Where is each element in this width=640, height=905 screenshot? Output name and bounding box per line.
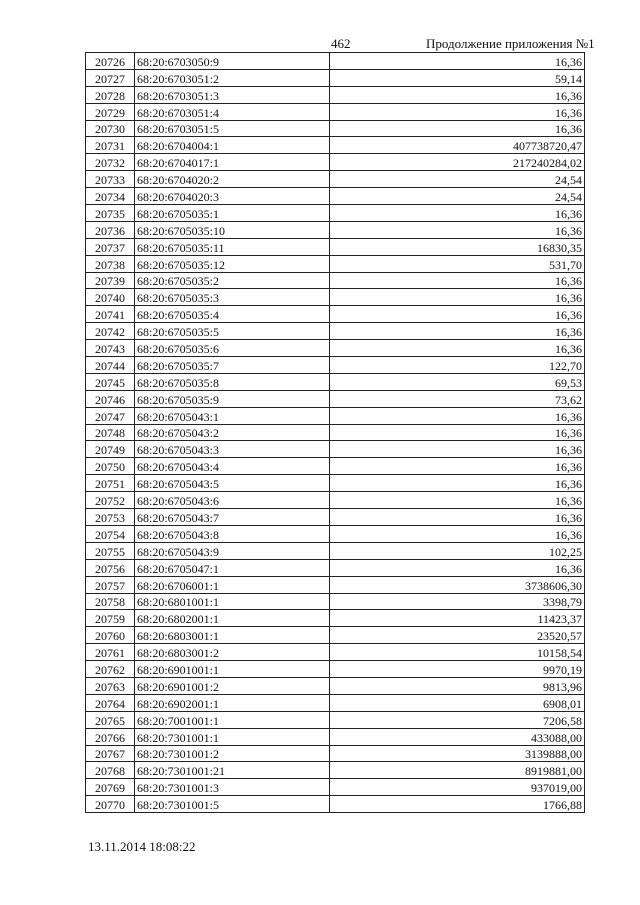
row-number-cell: 20742 (86, 323, 135, 340)
value-cell: 3398,79 (330, 593, 585, 610)
cadastral-number-cell: 68:20:6901001:1 (135, 661, 330, 678)
cadastral-number-cell: 68:20:6705043:2 (135, 424, 330, 441)
cadastral-number-cell: 68:20:6703051:3 (135, 86, 330, 103)
table-row (86, 373, 585, 390)
table-row (86, 357, 585, 374)
table-row (86, 255, 585, 272)
value-cell: 433088,00 (330, 728, 585, 745)
value-cell: 6908,01 (330, 694, 585, 711)
value-cell: 16,36 (330, 525, 585, 542)
table-row (86, 711, 585, 728)
value-cell: 16,36 (330, 407, 585, 424)
value-cell: 937019,00 (330, 779, 585, 796)
cadastral-number-cell: 68:20:6801001:1 (135, 593, 330, 610)
row-number-cell: 20736 (86, 221, 135, 238)
table-row (86, 390, 585, 407)
cadastral-number-cell: 68:20:6803001:1 (135, 627, 330, 644)
row-number-cell: 20764 (86, 694, 135, 711)
value-cell: 16,36 (330, 306, 585, 323)
row-number-cell: 20755 (86, 542, 135, 559)
row-number-cell: 20760 (86, 627, 135, 644)
value-cell: 69,53 (330, 373, 585, 390)
table-row (86, 492, 585, 509)
cadastral-number-cell: 68:20:6705047:1 (135, 559, 330, 576)
cadastral-number-cell: 68:20:7301001:2 (135, 745, 330, 762)
value-cell: 1766,88 (330, 796, 585, 813)
value-cell: 217240284,02 (330, 154, 585, 171)
table-row (86, 525, 585, 542)
table-row (86, 779, 585, 796)
row-number-cell: 20769 (86, 779, 135, 796)
cadastral-number-cell: 68:20:6705043:7 (135, 509, 330, 526)
cadastral-number-cell: 68:20:7301001:1 (135, 728, 330, 745)
table-row (86, 69, 585, 86)
value-cell: 16,36 (330, 53, 585, 70)
table-row (86, 306, 585, 323)
row-number-cell: 20727 (86, 69, 135, 86)
row-number-cell: 20768 (86, 762, 135, 779)
cadastral-number-cell: 68:20:6705043:5 (135, 475, 330, 492)
row-number-cell: 20747 (86, 407, 135, 424)
table-row (86, 221, 585, 238)
row-number-cell: 20744 (86, 357, 135, 374)
row-number-cell: 20730 (86, 120, 135, 137)
cadastral-number-cell: 68:20:6705043:8 (135, 525, 330, 542)
table-row (86, 238, 585, 255)
cadastral-number-cell: 68:20:6705043:3 (135, 441, 330, 458)
table-row (86, 542, 585, 559)
footer-timestamp: 13.11.2014 18:08:22 (88, 839, 196, 854)
row-number-cell: 20748 (86, 424, 135, 441)
row-number-cell: 20766 (86, 728, 135, 745)
row-number-cell: 20758 (86, 593, 135, 610)
cadastral-number-cell: 68:20:6703051:5 (135, 120, 330, 137)
table-row (86, 593, 585, 610)
table-row (86, 745, 585, 762)
value-cell: 16,36 (330, 86, 585, 103)
row-number-cell: 20732 (86, 154, 135, 171)
value-cell: 16,36 (330, 458, 585, 475)
cadastral-number-cell: 68:20:6705035:12 (135, 255, 330, 272)
row-number-cell: 20761 (86, 644, 135, 661)
value-cell: 16,36 (330, 272, 585, 289)
value-cell: 531,70 (330, 255, 585, 272)
table-row (86, 694, 585, 711)
cadastral-number-cell: 68:20:6803001:2 (135, 644, 330, 661)
table-row (86, 154, 585, 171)
value-cell: 16,36 (330, 221, 585, 238)
row-number-cell: 20726 (86, 53, 135, 70)
cadastral-number-cell: 68:20:7001001:1 (135, 711, 330, 728)
value-cell: 122,70 (330, 357, 585, 374)
row-number-cell: 20733 (86, 171, 135, 188)
table-row (86, 728, 585, 745)
value-cell: 9970,19 (330, 661, 585, 678)
cadastral-number-cell: 68:20:6706001:1 (135, 576, 330, 593)
row-number-cell: 20734 (86, 188, 135, 205)
row-number-cell: 20759 (86, 610, 135, 627)
value-cell: 10158,54 (330, 644, 585, 661)
value-cell: 16,36 (330, 559, 585, 576)
table-row (86, 509, 585, 526)
table-row (86, 188, 585, 205)
cadastral-number-cell: 68:20:6704020:3 (135, 188, 330, 205)
cadastral-number-cell: 68:20:6705043:1 (135, 407, 330, 424)
cadastral-number-cell: 68:20:6705035:4 (135, 306, 330, 323)
cadastral-number-cell: 68:20:6705035:3 (135, 289, 330, 306)
value-cell: 16,36 (330, 103, 585, 120)
value-cell: 24,54 (330, 188, 585, 205)
row-number-cell: 20765 (86, 711, 135, 728)
cadastral-number-cell: 68:20:6705035:2 (135, 272, 330, 289)
value-cell: 16,36 (330, 509, 585, 526)
cadastral-number-cell: 68:20:6902001:1 (135, 694, 330, 711)
row-number-cell: 20743 (86, 340, 135, 357)
cadastral-number-cell: 68:20:6705035:8 (135, 373, 330, 390)
value-cell: 16,36 (330, 492, 585, 509)
value-cell: 73,62 (330, 390, 585, 407)
row-number-cell: 20729 (86, 103, 135, 120)
row-number-cell: 20739 (86, 272, 135, 289)
table-row (86, 137, 585, 154)
table-row (86, 762, 585, 779)
table-row (86, 53, 585, 70)
value-cell: 407738720,47 (330, 137, 585, 154)
row-number-cell: 20741 (86, 306, 135, 323)
row-number-cell: 20737 (86, 238, 135, 255)
cadastral-number-cell: 68:20:6703051:2 (135, 69, 330, 86)
appendix-continuation-note: Продолжение приложения №1 (426, 36, 595, 51)
value-cell: 59,14 (330, 69, 585, 86)
table-row (86, 86, 585, 103)
table-row (86, 120, 585, 137)
table-row (86, 475, 585, 492)
table-row (86, 458, 585, 475)
row-number-cell: 20750 (86, 458, 135, 475)
table-row (86, 610, 585, 627)
table-row (86, 661, 585, 678)
value-cell: 24,54 (330, 171, 585, 188)
value-cell: 16,36 (330, 475, 585, 492)
value-cell: 16,36 (330, 120, 585, 137)
value-cell: 102,25 (330, 542, 585, 559)
table-row (86, 340, 585, 357)
row-number-cell: 20751 (86, 475, 135, 492)
row-number-cell: 20762 (86, 661, 135, 678)
table-row (86, 323, 585, 340)
cadastral-number-cell: 68:20:7301001:21 (135, 762, 330, 779)
row-number-cell: 20756 (86, 559, 135, 576)
cadastral-number-cell: 68:20:7301001:3 (135, 779, 330, 796)
row-number-cell: 20745 (86, 373, 135, 390)
cadastral-number-cell: 68:20:6705035:6 (135, 340, 330, 357)
cadastral-number-cell: 68:20:6704004:1 (135, 137, 330, 154)
cadastral-number-cell: 68:20:6705035:7 (135, 357, 330, 374)
value-cell: 16,36 (330, 323, 585, 340)
row-number-cell: 20752 (86, 492, 135, 509)
table-row (86, 441, 585, 458)
registry-table-body (86, 53, 585, 813)
row-number-cell: 20738 (86, 255, 135, 272)
cadastral-number-cell: 68:20:6705035:11 (135, 238, 330, 255)
cadastral-number-cell: 68:20:6705035:10 (135, 221, 330, 238)
row-number-cell: 20754 (86, 525, 135, 542)
cadastral-number-cell: 68:20:6802001:1 (135, 610, 330, 627)
cadastral-number-cell: 68:20:7301001:5 (135, 796, 330, 813)
value-cell: 3139888,00 (330, 745, 585, 762)
value-cell: 7206,58 (330, 711, 585, 728)
value-cell: 8919881,00 (330, 762, 585, 779)
table-row (86, 677, 585, 694)
row-number-cell: 20731 (86, 137, 135, 154)
table-row (86, 205, 585, 222)
row-number-cell: 20740 (86, 289, 135, 306)
value-cell: 11423,37 (330, 610, 585, 627)
registry-table (85, 52, 585, 813)
row-number-cell: 20749 (86, 441, 135, 458)
value-cell: 16,36 (330, 289, 585, 306)
table-row (86, 171, 585, 188)
cadastral-number-cell: 68:20:6705043:9 (135, 542, 330, 559)
value-cell: 16,36 (330, 441, 585, 458)
table-row (86, 272, 585, 289)
cadastral-number-cell: 68:20:6705035:9 (135, 390, 330, 407)
table-row (86, 559, 585, 576)
row-number-cell: 20767 (86, 745, 135, 762)
row-number-cell: 20770 (86, 796, 135, 813)
cadastral-number-cell: 68:20:6703050:9 (135, 53, 330, 70)
row-number-cell: 20757 (86, 576, 135, 593)
row-number-cell: 20753 (86, 509, 135, 526)
value-cell: 16,36 (330, 424, 585, 441)
value-cell: 3738606,30 (330, 576, 585, 593)
value-cell: 9813,96 (330, 677, 585, 694)
row-number-cell: 20735 (86, 205, 135, 222)
cadastral-number-cell: 68:20:6703051:4 (135, 103, 330, 120)
table-row (86, 407, 585, 424)
cadastral-number-cell: 68:20:6705043:6 (135, 492, 330, 509)
table-row (86, 796, 585, 813)
table-row (86, 103, 585, 120)
value-cell: 16,36 (330, 205, 585, 222)
cadastral-number-cell: 68:20:6704017:1 (135, 154, 330, 171)
page-number: 462 (331, 36, 351, 51)
table-row (86, 289, 585, 306)
cadastral-number-cell: 68:20:6705035:5 (135, 323, 330, 340)
value-cell: 16,36 (330, 340, 585, 357)
cadastral-number-cell: 68:20:6705043:4 (135, 458, 330, 475)
value-cell: 16830,35 (330, 238, 585, 255)
row-number-cell: 20746 (86, 390, 135, 407)
row-number-cell: 20728 (86, 86, 135, 103)
table-row (86, 627, 585, 644)
row-number-cell: 20763 (86, 677, 135, 694)
value-cell: 23520,57 (330, 627, 585, 644)
cadastral-number-cell: 68:20:6704020:2 (135, 171, 330, 188)
table-row (86, 644, 585, 661)
cadastral-number-cell: 68:20:6705035:1 (135, 205, 330, 222)
table-row (86, 576, 585, 593)
cadastral-number-cell: 68:20:6901001:2 (135, 677, 330, 694)
table-row (86, 424, 585, 441)
